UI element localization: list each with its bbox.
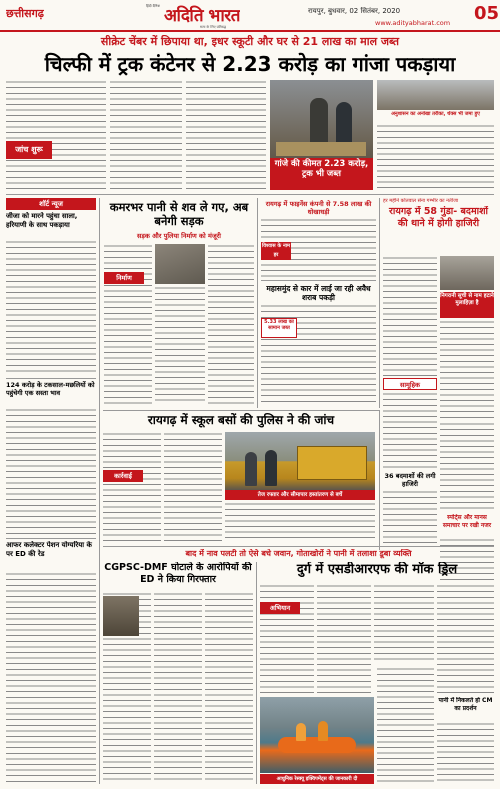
page-number: 05 bbox=[474, 3, 500, 24]
short-news-label: शॉर्ट न्यूज bbox=[39, 200, 63, 208]
right-story3-head: स्पोर्ट्स और मानस समाचार पर रखी नजर bbox=[442, 514, 492, 529]
column-rule bbox=[379, 410, 380, 550]
lead-photo bbox=[270, 80, 373, 190]
mid-story-headline: कमरभर पानी से शव ले गए, अब बनेगी सड़क bbox=[109, 200, 249, 228]
brand-prefix: हिंदी दैनिक bbox=[146, 4, 161, 8]
durg-col3 bbox=[374, 584, 434, 664]
right-kicker: हर महीने कोतवाल सेना गम्भीर का नतीजा bbox=[383, 198, 459, 204]
lead-body-col2 bbox=[110, 80, 182, 190]
top-strap: सीक्रेट चेंबर में छिपाया था, इधर स्कूटी और घर से 21 लाख का माल जब्त bbox=[100, 35, 400, 48]
short-news-banner bbox=[6, 198, 96, 210]
left-story3-head: आफर कलेक्टर पेशन योग्यरिया के पर ED की रेड bbox=[6, 541, 92, 558]
lead-headline: चिल्फी में ट्रक कंटेनर से 2.23 करोड़ का गांजा पकड़ाया bbox=[44, 52, 456, 76]
school-bus-headline: रायगढ़ में स्कूल बसों की पुलिस ने की जांच bbox=[147, 413, 335, 427]
right-headline: रायगढ़ में 58 गुंडा- बदमाशों की थाने में होगी हाजिरी bbox=[388, 206, 489, 229]
divider bbox=[6, 378, 96, 379]
bottom-strap: बाद में नाव पलटी तो ऐसे बचे जवान, गोताखोरों ने पानी में तलाशा डूबा व्यक्ति bbox=[185, 549, 412, 558]
durg-col2 bbox=[317, 584, 371, 694]
police-lineup-photo bbox=[377, 80, 494, 110]
durg-photo-caption: आधुनिक रेस्क्यू इक्विपमेंट्स की जानकारी दी bbox=[260, 774, 374, 784]
left-story1-head: जीजा को मारने पहुंचा साला, हरियाणी के साथ पकड़ाया bbox=[6, 212, 78, 229]
school-bus-photo-caption: तेज रफ्तार और सीमापार हस्तांतरण से बचें bbox=[225, 490, 375, 500]
right-story2-body bbox=[383, 490, 437, 546]
durg-drill-photo bbox=[260, 697, 374, 773]
photo-figure bbox=[318, 721, 328, 741]
mid-story-subhead: सड़क और पुलिया निर्माण को मंजूरी bbox=[136, 232, 221, 240]
finance-fraud-head: रायगढ़ में फाइनेंस कंपनी से 7.58 लाख की धोखाधड़ी bbox=[265, 200, 372, 216]
region-label: छत्तीसगढ़ bbox=[6, 7, 44, 20]
divider bbox=[261, 280, 376, 281]
cm-protest-body bbox=[437, 722, 494, 782]
cgpsc-headline: CGPSC-DMF घोटाले के आरोपियों की ED ने किया गिरफ्तार bbox=[104, 562, 252, 585]
mid-story-col2 bbox=[155, 286, 205, 404]
durg-col5 bbox=[377, 667, 434, 782]
website[interactable]: www.adityabharat.com bbox=[375, 19, 451, 27]
mid-story-col3 bbox=[208, 244, 254, 404]
liquor-seizure-head: महासमुंद से कार में लाई जा रही अवैध शराब पकड़ी bbox=[266, 284, 371, 302]
lead-body-col3 bbox=[186, 80, 266, 190]
column-rule bbox=[257, 198, 258, 408]
right-body-col1b bbox=[383, 392, 437, 470]
cgpsc-col2 bbox=[154, 592, 202, 782]
school-bus-tag: कार्रवाई bbox=[103, 470, 143, 482]
lead-side-note: अनुशासन का अनोखा तरीका, थेंक्स भी जमा हुए bbox=[391, 111, 480, 117]
right-box-head: निगरानी सूची से नाम हटाने मुलाहिज़ा है bbox=[440, 292, 494, 318]
photo-figure bbox=[296, 723, 306, 741]
right-box-body bbox=[440, 320, 494, 420]
mid-story-tag: निर्माण bbox=[104, 272, 144, 284]
mid-story-photo bbox=[155, 244, 205, 284]
column-rule bbox=[379, 198, 380, 408]
liquor-seizure-tag: 5.33 लाख का सामान जब्त bbox=[261, 318, 297, 338]
school-bus-col1 bbox=[103, 432, 161, 542]
masthead bbox=[0, 0, 500, 32]
left-story3-body bbox=[6, 572, 96, 782]
divider bbox=[6, 194, 494, 195]
lead-side-body bbox=[377, 124, 494, 190]
lead-sidebar-tag: जांच शुरू bbox=[6, 141, 52, 159]
divider bbox=[103, 546, 494, 547]
column-rule bbox=[256, 562, 257, 784]
divider bbox=[103, 410, 379, 411]
durg-headline: दुर्ग में एसडीआरएफ की मॉक ड्रिल bbox=[296, 562, 458, 577]
right-body-col1 bbox=[383, 256, 437, 376]
right-photo bbox=[440, 256, 494, 290]
right-tag: सामूहिक bbox=[383, 378, 437, 390]
column-rule bbox=[99, 198, 100, 784]
mid-story-col1 bbox=[104, 244, 152, 404]
finance-fraud-tag: विश्वास के नाम हर bbox=[261, 243, 291, 258]
durg-col1 bbox=[260, 584, 314, 694]
photo-figure bbox=[265, 450, 277, 486]
dateline: रायपुर, बुधवार, 02 सितंबर, 2020 bbox=[308, 7, 401, 15]
photo-bus bbox=[297, 446, 367, 480]
brand-logo: अदिति भारत bbox=[164, 6, 240, 26]
school-bus-col2 bbox=[164, 432, 222, 542]
photo-packets bbox=[276, 142, 366, 156]
photo-figure bbox=[245, 452, 257, 486]
right-body-col2 bbox=[440, 422, 494, 512]
right-story2-head: 36 बदमाशों की लगी हाजिरी bbox=[384, 472, 436, 488]
left-story2-head: 124 करोड़ के टकसाल-मछलियों को पहुंचेगी एक सस्ता भाव bbox=[6, 381, 95, 397]
left-story1-body bbox=[6, 240, 96, 376]
left-story2-body bbox=[6, 408, 96, 536]
photo-boat bbox=[278, 737, 356, 753]
lead-body-col1 bbox=[6, 80, 106, 190]
cgpsc-photo bbox=[103, 596, 139, 636]
divider bbox=[6, 538, 96, 539]
school-bus-photo bbox=[225, 432, 375, 490]
cgpsc-col3 bbox=[205, 592, 253, 782]
school-bus-col3 bbox=[225, 502, 375, 542]
durg-col4 bbox=[437, 584, 494, 694]
cm-protest-head: पानी में निकलते हो CM का प्रदर्शन bbox=[438, 697, 493, 712]
durg-tag: अभियान bbox=[260, 602, 300, 614]
lead-photo-caption: गांजे की कीमत 2.23 करोड़, ट्रक भी जब्त bbox=[270, 158, 373, 190]
brand-tagline: सत्य के लिए प्रतिबद्ध bbox=[200, 25, 227, 29]
